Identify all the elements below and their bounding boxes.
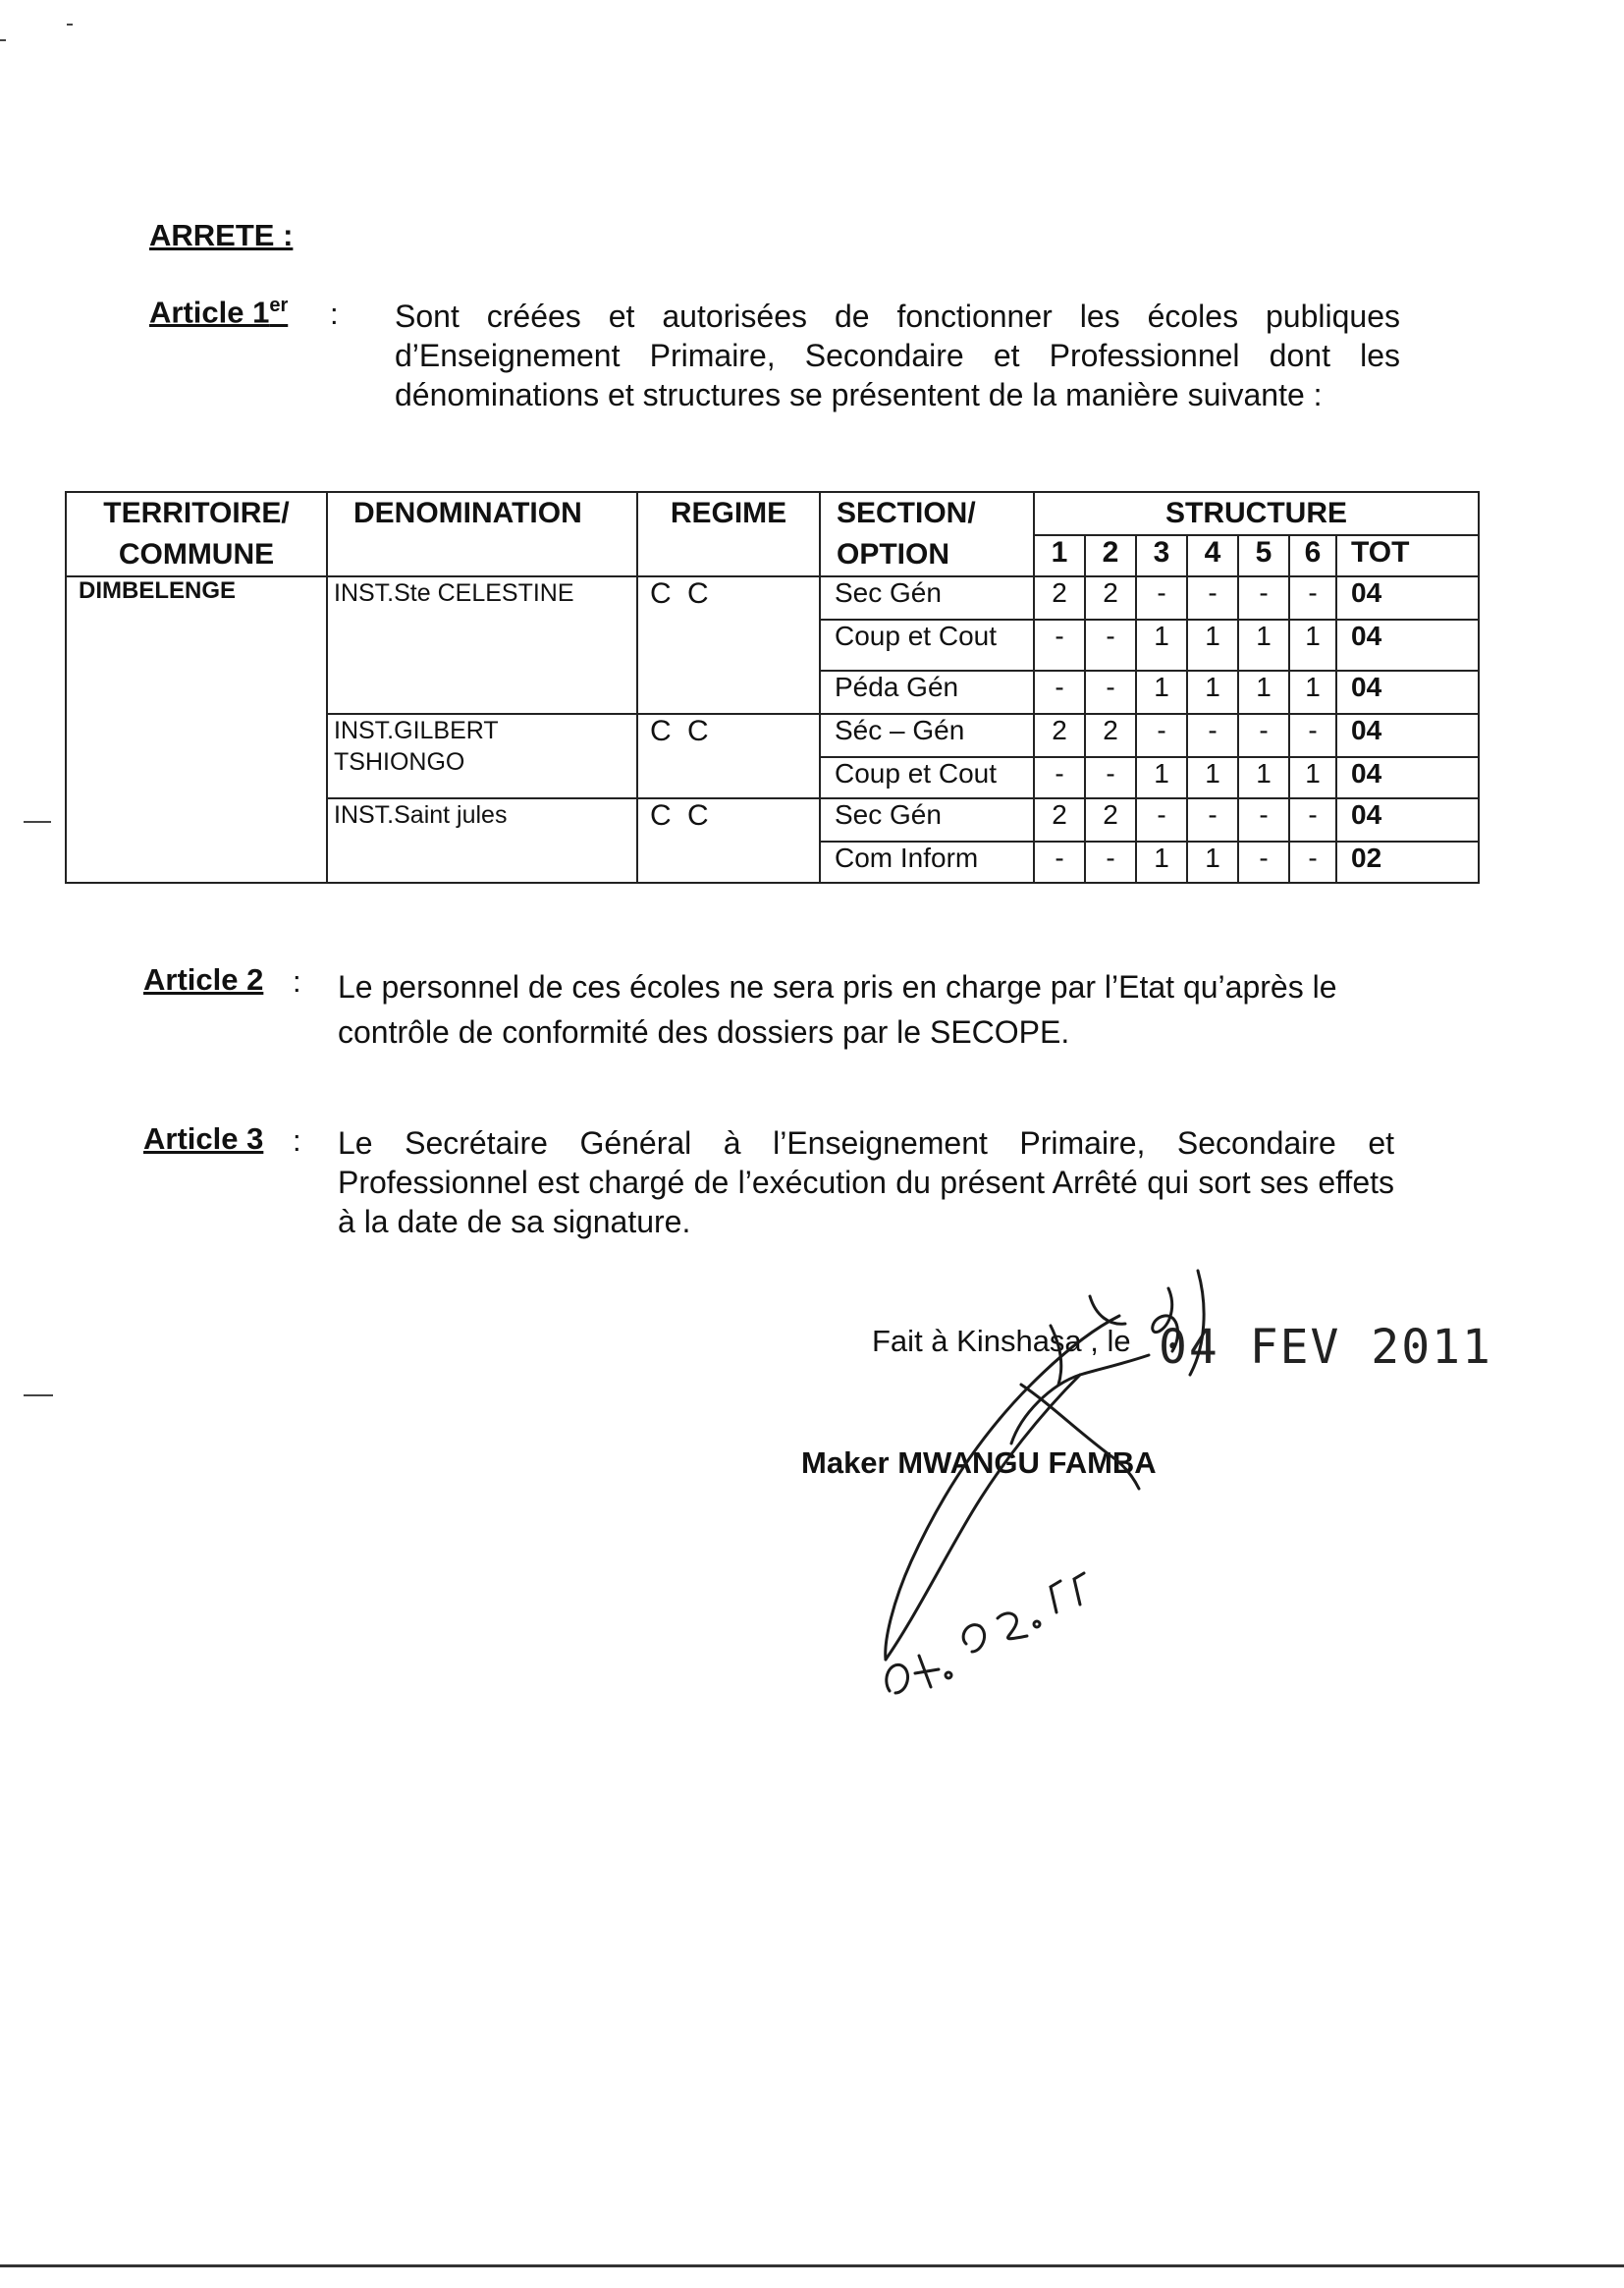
value-cell: 2 — [1034, 576, 1085, 620]
value-cell: - — [1085, 757, 1136, 798]
header-option-line2: OPTION — [837, 538, 950, 571]
scan-speck — [0, 39, 6, 41]
section-cell: Coup et Cout — [820, 620, 1034, 671]
signatory-name: Maker MWANGU FAMBA — [801, 1445, 1157, 1480]
total-cell: 04 — [1336, 671, 1479, 714]
article-1-text: Sont créées et autorisées de fonctionner les écoles publiques d’Enseignement Primaire, Secondaire et Professionnel dont les dénominations et structures se présentent de la manière suivante : — [395, 299, 1400, 412]
value-cell: - — [1136, 576, 1187, 620]
handwritten-signature — [825, 1267, 1296, 1718]
value-cell: 1 — [1136, 671, 1187, 714]
value-cell: - — [1136, 714, 1187, 757]
value-cell: 2 — [1085, 714, 1136, 757]
value-cell: 1 — [1187, 842, 1238, 883]
article-3-colon: : — [293, 1123, 301, 1158]
value-cell: - — [1085, 842, 1136, 883]
value-cell: - — [1289, 714, 1336, 757]
header-commune-line2: COMMUNE — [118, 538, 275, 571]
value-cell: - — [1034, 757, 1085, 798]
value-cell: - — [1187, 798, 1238, 842]
header-structure: STRUCTURE — [1034, 492, 1479, 535]
header-regime: REGIME — [637, 492, 820, 576]
header-col-3: 3 — [1136, 535, 1187, 576]
school-name: INST.GILBERT TSHIONGO — [327, 714, 637, 798]
header-col-2: 2 — [1085, 535, 1136, 576]
article-2-colon: : — [293, 964, 301, 999]
article-2-label: Article 2 — [143, 962, 264, 997]
article-3-label: Article 3 — [143, 1121, 264, 1156]
value-cell: 2 — [1085, 798, 1136, 842]
total-cell: 04 — [1336, 798, 1479, 842]
value-cell: 2 — [1034, 798, 1085, 842]
header-section-line1: SECTION/ — [837, 497, 976, 529]
schools-table — [65, 491, 1480, 884]
value-cell: 1 — [1289, 757, 1336, 798]
article-1-label-text: Article 1 — [149, 295, 270, 330]
value-cell: 1 — [1187, 620, 1238, 671]
scan-speck — [24, 1394, 53, 1396]
territoire-cell: DIMBELENGE — [66, 576, 327, 883]
value-cell: - — [1187, 714, 1238, 757]
school-name: INST.Ste CELESTINE — [327, 576, 637, 714]
date-stamp: 04 FEV 2011 — [1159, 1320, 1492, 1375]
value-cell: 1 — [1187, 757, 1238, 798]
school-name: INST.Saint jules — [327, 798, 637, 883]
scan-speck — [24, 821, 51, 823]
header-col-5: 5 — [1238, 535, 1289, 576]
value-cell: - — [1085, 671, 1136, 714]
value-cell: - — [1187, 576, 1238, 620]
handwritten-date-icon — [887, 1573, 1084, 1693]
section-cell: Sec Gén — [820, 798, 1034, 842]
value-cell: - — [1289, 798, 1336, 842]
value-cell: - — [1238, 798, 1289, 842]
value-cell: 2 — [1034, 714, 1085, 757]
value-cell: - — [1238, 714, 1289, 757]
header-col-1: 1 — [1034, 535, 1085, 576]
value-cell: 1 — [1136, 620, 1187, 671]
signature-place: Fait à Kinshasa , le — [872, 1324, 1131, 1358]
total-cell: 04 — [1336, 620, 1479, 671]
section-cell: Coup et Cout — [820, 757, 1034, 798]
value-cell: 1 — [1136, 842, 1187, 883]
value-cell: - — [1238, 842, 1289, 883]
article-1-superscript: er — [269, 295, 289, 316]
value-cell: - — [1289, 576, 1336, 620]
value-cell: 1 — [1289, 671, 1336, 714]
school-regime: C C — [637, 714, 820, 798]
article-3-text: Le Secrétaire Général à l’Enseignement Primaire, Secondaire et Professionnel est chargé de l’exécution du présent Arrêté qui sort ses effets à la date de sa signature. — [338, 1125, 1394, 1239]
header-section-option — [820, 492, 1034, 576]
scan-speck — [0, 2264, 1624, 2267]
section-cell: Péda Gén — [820, 671, 1034, 714]
value-cell: - — [1136, 798, 1187, 842]
value-cell: - — [1085, 620, 1136, 671]
value-cell: - — [1289, 842, 1336, 883]
school-regime: C C — [637, 798, 820, 883]
header-territoire — [66, 492, 327, 576]
article-2-text: Le personnel de ces écoles ne sera pris en charge par l’Etat qu’après le contrôle de conformité des dossiers par le SECOPE. — [338, 969, 1337, 1050]
value-cell: 1 — [1289, 620, 1336, 671]
article-1-label — [149, 295, 288, 330]
total-cell: 02 — [1336, 842, 1479, 883]
section-cell: Séc – Gén — [820, 714, 1034, 757]
value-cell: 1 — [1238, 757, 1289, 798]
header-col-6: 6 — [1289, 535, 1336, 576]
header-col-tot: TOT — [1336, 535, 1479, 576]
header-col-4: 4 — [1187, 535, 1238, 576]
total-cell: 04 — [1336, 757, 1479, 798]
value-cell: 2 — [1085, 576, 1136, 620]
value-cell: 1 — [1187, 671, 1238, 714]
scan-speck — [67, 24, 73, 26]
header-territoire-line1: TERRITOIRE/ — [103, 497, 290, 529]
total-cell: 04 — [1336, 576, 1479, 620]
table-row — [66, 576, 1479, 620]
value-cell: - — [1034, 620, 1085, 671]
value-cell: 1 — [1238, 620, 1289, 671]
school-regime: C C — [637, 576, 820, 714]
value-cell: 1 — [1136, 757, 1187, 798]
value-cell: - — [1238, 576, 1289, 620]
header-denomination: DENOMINATION — [327, 492, 637, 576]
page-title: ARRETE : — [149, 218, 294, 252]
value-cell: - — [1034, 671, 1085, 714]
section-cell: Com Inform — [820, 842, 1034, 883]
value-cell: - — [1034, 842, 1085, 883]
value-cell: 1 — [1238, 671, 1289, 714]
section-cell: Sec Gén — [820, 576, 1034, 620]
total-cell: 04 — [1336, 714, 1479, 757]
article-1-colon: : — [330, 297, 339, 331]
